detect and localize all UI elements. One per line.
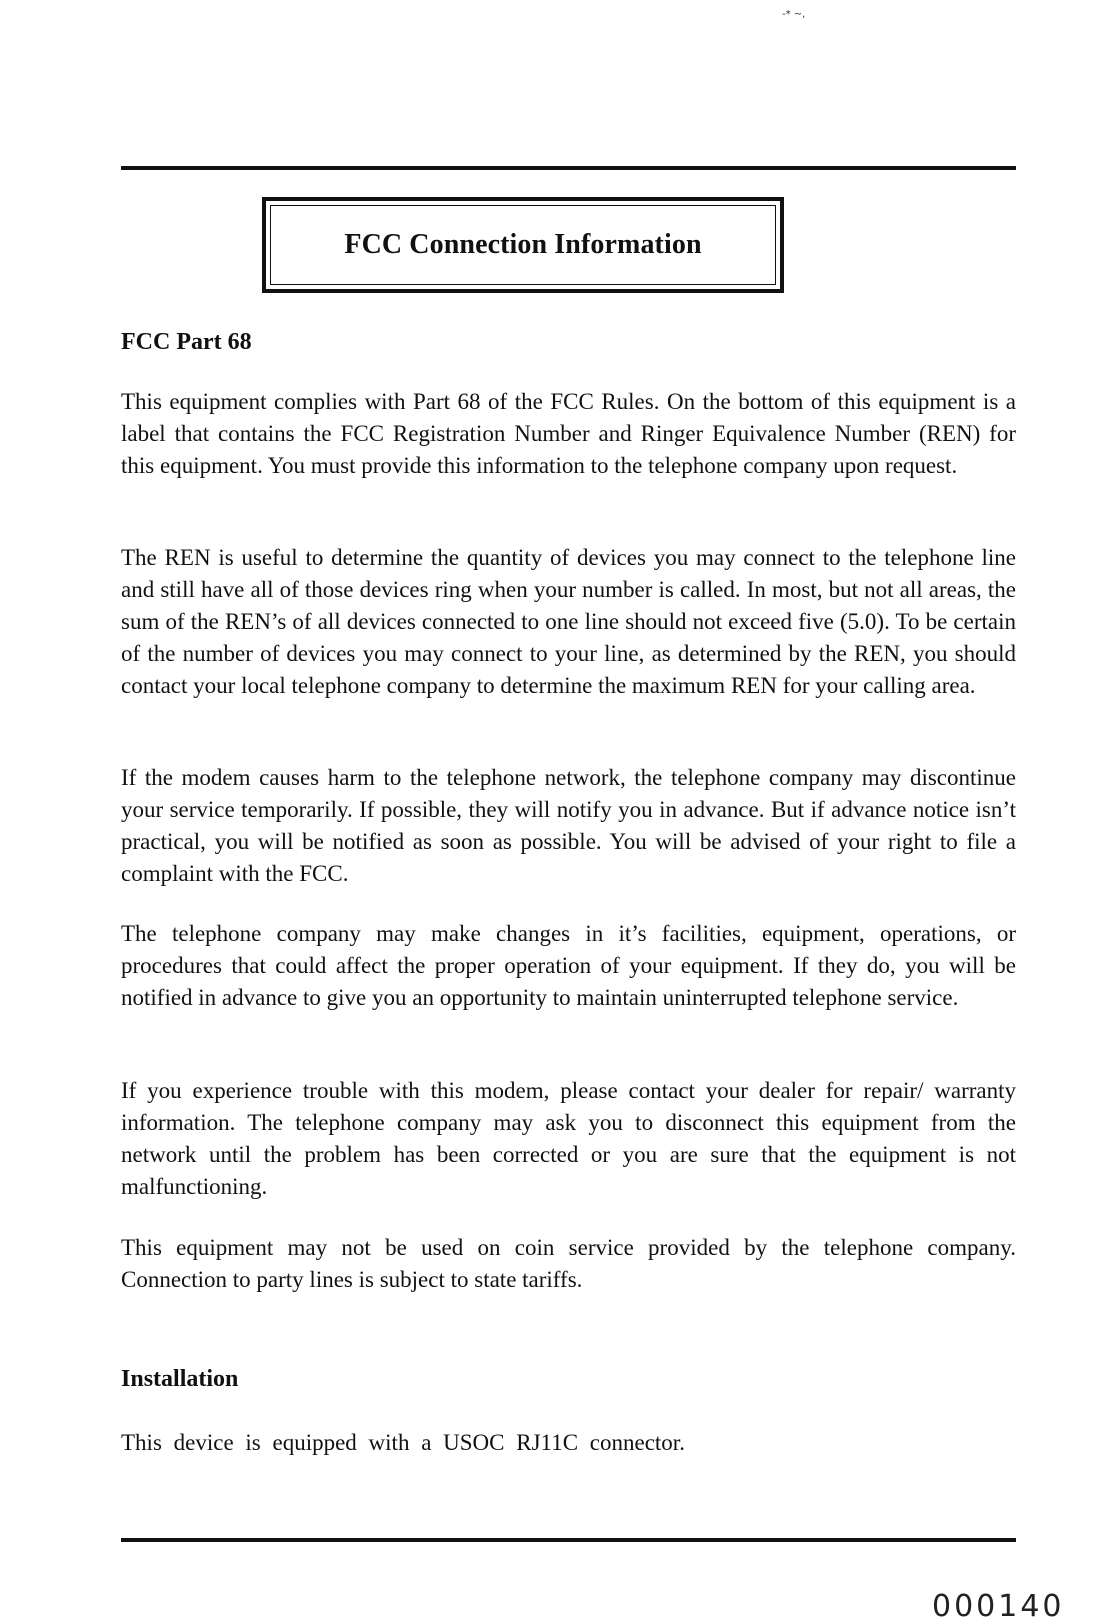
page-number: 000140 (932, 1589, 1065, 1624)
top-rule (121, 166, 1016, 170)
paragraph-company-changes: The telephone company may make changes in it’s facilities, equipment, operations, or procedures that could affect the proper operation of your equipment. If they do, you will be notified in advance to give you an opportunity to maintain uninterrupted telephone service. (121, 921, 1016, 1010)
bottom-rule (121, 1538, 1016, 1542)
title-box (262, 197, 784, 293)
scan-speck: -* ~, (782, 9, 806, 20)
paragraph-installation: This device is equipped with a USOC RJ11C connector. (121, 1430, 685, 1455)
paragraph-coin-service: This equipment may not be used on coin service provided by the telephone company. Connection to party lines is subject to state tariffs. (121, 1235, 1016, 1292)
paragraph-trouble: If you experience trouble with this modem, please contact your dealer for repair/ warranty information. The telephone company may ask you to disconnect this equipment from the network until the problem has been corrected or you are sure that the equipment is not malfunctioning. (121, 1078, 1016, 1199)
paragraph-compliance: This equipment complies with Part 68 of the FCC Rules. On the bottom of this equipment is a label that contains the FCC Registration Number and Ringer Equivalence Number (REN) for this equipment. You must provide this information to the telephone company upon request. (121, 389, 1016, 478)
page-title: FCC Connection Information (344, 229, 702, 260)
section-heading-installation: Installation (121, 1366, 239, 1392)
section-heading-fcc-part-68: FCC Part 68 (121, 329, 252, 355)
paragraph-ren: The REN is useful to determine the quantity of devices you may connect to the telephone line and still have all of those devices ring when your number is called. In most, but not all areas, the sum of the REN’s of all devices connected to one line should not exceed five (5.0). To be certain of the number of devices you may connect to your line, as determined by the REN, you should contact your local telephone company to determine the maximum REN for your calling area. (121, 545, 1016, 698)
paragraph-network-harm: If the modem causes harm to the telephone network, the telephone company may discontinue your service temporarily. If possible, they will notify you in advance. But if advance notice isn’t practical, you will be notified as soon as possible. You will be advised of your right to file a complaint with the FCC. (121, 765, 1016, 886)
title-box-inner (270, 205, 776, 285)
